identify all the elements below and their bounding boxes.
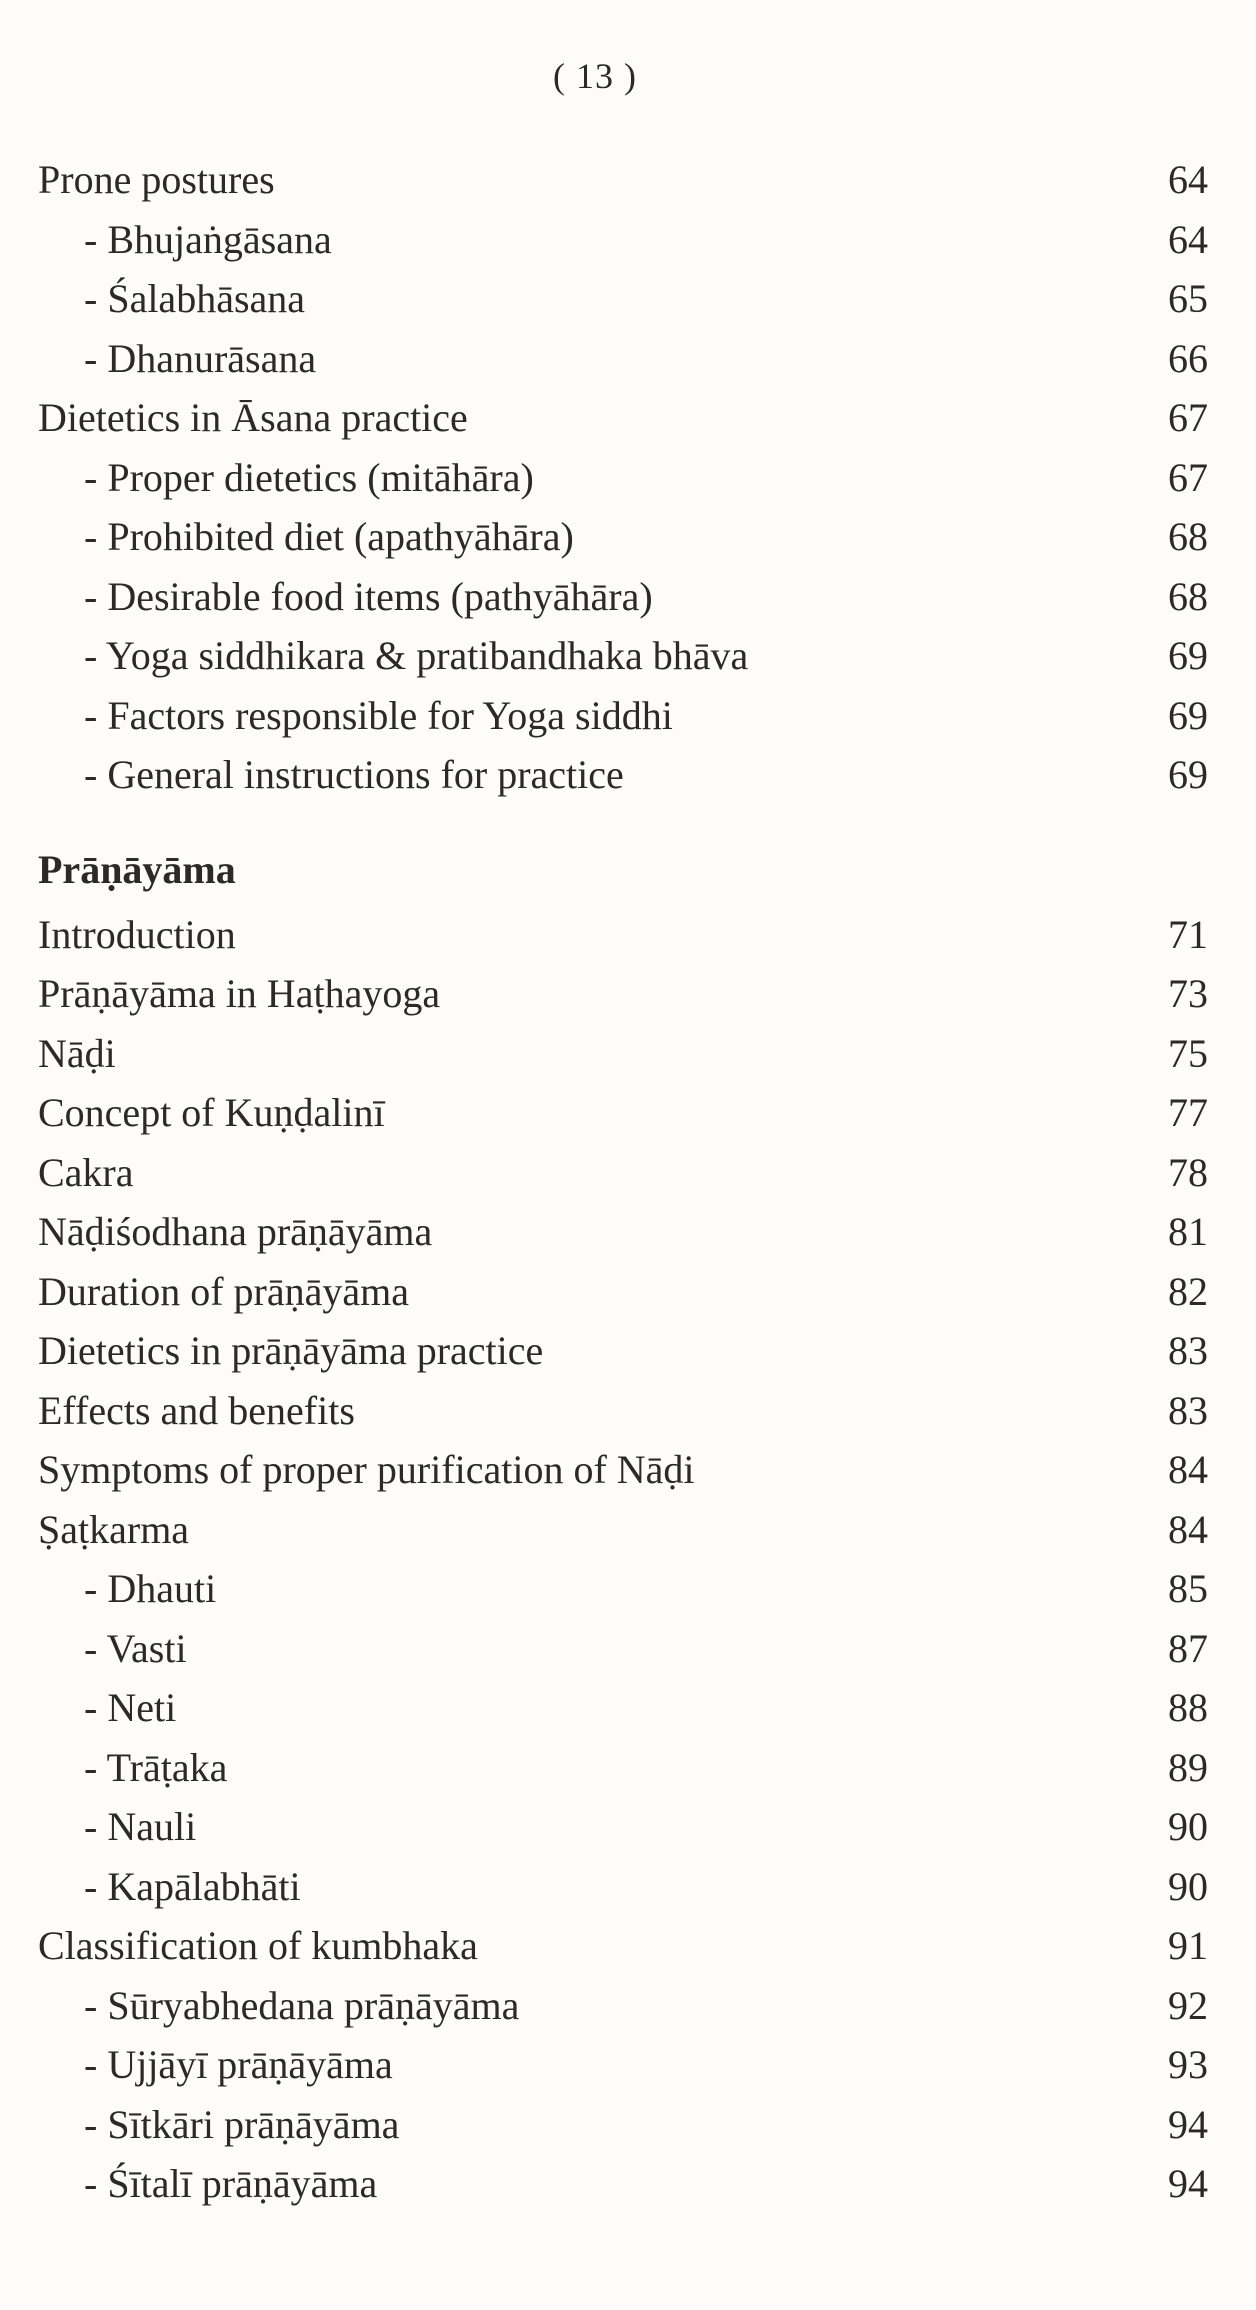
toc-entry-label: - Dhauti — [84, 1566, 217, 1611]
toc-entry — [38, 150, 1208, 210]
toc-entry-page: 64 — [1168, 216, 1208, 262]
toc-entry — [38, 1559, 1208, 1619]
toc-group-pranayama — [38, 905, 1208, 2214]
toc-entry — [38, 448, 1208, 508]
toc-entry — [38, 686, 1208, 746]
toc-entry-page: 91 — [1168, 1923, 1208, 1968]
page-number: ( 13 ) — [553, 56, 637, 96]
toc-entry — [38, 1797, 1208, 1857]
toc-entry — [38, 1143, 1208, 1203]
toc-entry — [38, 964, 1208, 1024]
section-heading-row — [38, 805, 1208, 905]
toc-entry-label: Prāṇāyāma in Haṭhayoga — [38, 971, 441, 1016]
toc-entry-page: 65 — [1168, 276, 1208, 321]
toc-entry-label: - Proper dietetics (mitāhāra) — [84, 454, 534, 500]
toc-entry — [38, 626, 1208, 686]
toc-entry — [38, 2095, 1208, 2155]
toc-entry-label: Symptoms of proper purification of Nāḍi — [38, 1447, 695, 1492]
toc-entry-page: 89 — [1168, 1744, 1208, 1790]
toc-entry — [38, 1024, 1208, 1084]
toc-entry-label: - Dhanurāsana — [84, 335, 317, 381]
toc-entry-page: 88 — [1168, 1685, 1208, 1730]
toc-entry — [38, 1202, 1208, 1262]
toc-entry — [38, 1262, 1208, 1322]
toc-entry-page: 94 — [1168, 2161, 1208, 2206]
toc-entry-page: 83 — [1168, 1328, 1208, 1373]
toc-entry-label: Dietetics in Āsana practice — [38, 395, 468, 440]
toc-entry — [38, 329, 1208, 389]
toc-entry-label: - Yoga siddhikara & pratibandhaka bhāva — [84, 633, 749, 678]
toc-entry-page: 84 — [1168, 1506, 1208, 1552]
toc-entry-page: 67 — [1168, 454, 1208, 500]
toc-group-asana — [38, 150, 1208, 805]
toc-entry-page: 69 — [1168, 633, 1208, 678]
toc-entry-page: 71 — [1168, 911, 1208, 957]
toc-entry-label: - Sītkāri prāṇāyāma — [84, 2101, 400, 2147]
toc-entry-page: 90 — [1168, 1863, 1208, 1909]
toc-entry-page: 81 — [1168, 1209, 1208, 1254]
toc-entry-label: Cakra — [38, 1149, 134, 1195]
toc-entry-label: - Nauli — [84, 1804, 197, 1849]
toc-entry — [38, 1738, 1208, 1798]
toc-entry — [38, 388, 1208, 448]
toc-entry — [38, 567, 1208, 627]
toc-entry-page: 85 — [1168, 1566, 1208, 1611]
toc-entry-label: - Desirable food items (pathyāhāra) — [84, 573, 653, 619]
table-of-contents — [38, 150, 1208, 2214]
toc-entry-label: Classification of kumbhaka — [38, 1923, 478, 1968]
toc-entry — [38, 1440, 1208, 1500]
section-heading: Prāṇāyāma — [38, 846, 236, 892]
toc-entry-label: Concept of Kuṇḍalinī — [38, 1090, 385, 1135]
toc-entry-page: 92 — [1168, 1982, 1208, 2028]
toc-entry-label: - Sūryabhedana prāṇāyāma — [84, 1982, 520, 2028]
toc-entry-label: Dietetics in prāṇāyāma practice — [38, 1328, 544, 1373]
toc-entry-label: Ṣaṭkarma — [38, 1506, 190, 1552]
toc-entry — [38, 1381, 1208, 1441]
toc-entry-page: 84 — [1168, 1447, 1208, 1492]
toc-entry-page: 66 — [1168, 335, 1208, 381]
toc-entry — [38, 1321, 1208, 1381]
toc-entry-page: 73 — [1168, 971, 1208, 1016]
toc-entry-page: 90 — [1168, 1804, 1208, 1849]
toc-entry-label: - General instructions for practice — [84, 752, 624, 797]
toc-entry-label: - Factors responsible for Yoga siddhi — [84, 692, 673, 738]
toc-entry — [38, 1678, 1208, 1738]
toc-entry-label: - Śalabhāsana — [84, 276, 306, 321]
toc-entry-label: - Kapālabhāti — [84, 1863, 301, 1909]
toc-entry — [38, 210, 1208, 270]
toc-entry-label: - Vasti — [84, 1625, 187, 1671]
toc-entry-page: 64 — [1168, 157, 1208, 202]
toc-entry-label: Prone postures — [38, 157, 275, 202]
toc-entry-label: - Ujjāyī prāṇāyāma — [84, 2042, 393, 2087]
toc-entry-page: 77 — [1168, 1090, 1208, 1135]
toc-entry-label: Effects and benefits — [38, 1387, 355, 1433]
toc-entry-label: Duration of prāṇāyāma — [38, 1268, 409, 1314]
toc-entry-label: Introduction — [38, 911, 236, 957]
toc-entry-page: 68 — [1168, 573, 1208, 619]
toc-entry-label: - Prohibited diet (apathyāhāra) — [84, 514, 574, 559]
toc-entry-page: 83 — [1168, 1387, 1208, 1433]
toc-entry-page: 94 — [1168, 2101, 1208, 2147]
toc-entry-page: 69 — [1168, 752, 1208, 797]
toc-entry — [38, 1083, 1208, 1143]
toc-entry — [38, 2035, 1208, 2095]
toc-entry — [38, 1857, 1208, 1917]
toc-entry-page: 82 — [1168, 1268, 1208, 1314]
toc-entry — [38, 905, 1208, 965]
toc-entry — [38, 2154, 1208, 2214]
toc-entry-page: 68 — [1168, 514, 1208, 559]
toc-entry-page: 78 — [1168, 1149, 1208, 1195]
toc-entry-label: - Bhujaṅgāsana — [84, 216, 332, 262]
toc-entry-label: - Trāṭaka — [84, 1744, 228, 1790]
toc-entry — [38, 1619, 1208, 1679]
toc-entry-label: Nāḍi — [38, 1030, 116, 1076]
toc-entry — [38, 745, 1208, 805]
toc-entry — [38, 507, 1208, 567]
toc-entry-page: 67 — [1168, 395, 1208, 440]
toc-entry — [38, 1976, 1208, 2036]
toc-entry-page: 87 — [1168, 1625, 1208, 1671]
toc-entry-page: 75 — [1168, 1030, 1208, 1076]
toc-entry-label: Nāḍiśodhana prāṇāyāma — [38, 1209, 433, 1254]
toc-entry — [38, 1916, 1208, 1976]
toc-entry-page: 93 — [1168, 2042, 1208, 2087]
toc-entry — [38, 269, 1208, 329]
toc-entry-label: - Śītalī prāṇāyāma — [84, 2161, 378, 2206]
toc-entry-page: 69 — [1168, 692, 1208, 738]
toc-entry — [38, 1500, 1208, 1560]
toc-entry-label: - Neti — [84, 1685, 177, 1730]
